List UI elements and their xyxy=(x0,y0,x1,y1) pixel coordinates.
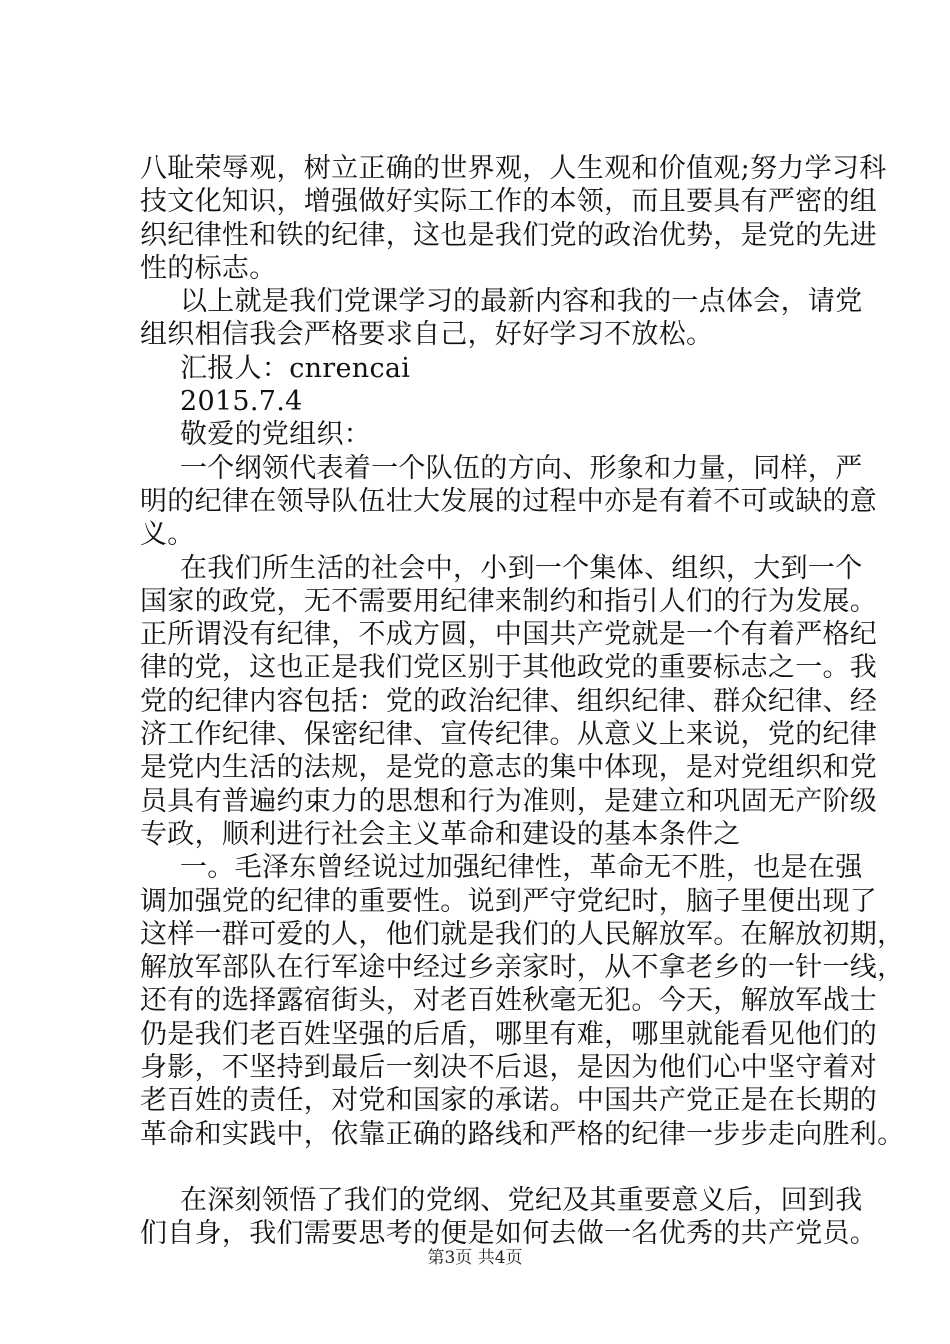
text-line: 敬爱的党组织： xyxy=(180,419,372,451)
text-line: 党的纪律内容包括：党的政治纪律、组织纪律、群众纪律、经 xyxy=(140,685,878,717)
text-line: 正所谓没有纪律，不成方圆，中国共产党就是一个有着严格纪 xyxy=(140,619,878,651)
text-line: 明的纪律在领导队伍壮大发展的过程中亦是有着不可或缺的意 xyxy=(140,485,878,517)
text-line: 组织相信我会严格要求自己，好好学习不放松。 xyxy=(140,319,714,351)
text-line: 老百姓的责任，对党和国家的承诺。中国共产党正是在长期的 xyxy=(140,1085,878,1117)
text-line: 解放军部队在行军途中经过乡亲家时，从不拿老乡的一针一线， xyxy=(140,952,905,984)
text-line: 一个纲领代表着一个队伍的方向、形象和力量，同样，严 xyxy=(180,452,863,484)
text-line: 以上就是我们党课学习的最新内容和我的一点体会，请党 xyxy=(180,286,863,318)
text-line: 还有的选择露宿街头，对老百姓秋毫无犯。今天，解放军战士 xyxy=(140,985,878,1017)
text-line: 性的标志。 xyxy=(140,252,277,284)
paragraph-gap xyxy=(140,1151,840,1184)
text-line: 织纪律性和铁的纪律，这也是我们党的政治优势，是党的先进 xyxy=(140,219,878,251)
text-line: 在我们所生活的社会中，小到一个集体、组织，大到一个 xyxy=(180,552,863,584)
text-line: 专政，顺利进行社会主义革命和建设的基本条件之 xyxy=(140,818,741,850)
text-line: 仍是我们老百姓坚强的后盾，哪里有难，哪里就能看见他们的 xyxy=(140,1018,878,1050)
text-line: 律的党，这也正是我们党区别于其他政党的重要标志之一。我 xyxy=(140,652,878,684)
text-line: 国家的政党，无不需要用纪律来制约和指引人们的行为发展。 xyxy=(140,585,878,617)
text-line: 济工作纪律、保密纪律、宣传纪律。从意义上来说，党的纪律 xyxy=(140,719,878,751)
text-line: 身影，不坚持到最后一刻决不后退，是因为他们心中坚守着对 xyxy=(140,1052,878,1084)
text-line: 八耻荣辱观，树立正确的世界观，人生观和价值观;努力学习科 xyxy=(140,153,887,184)
text-line: 一。毛泽东曾经说过加强纪律性，革命无不胜，也是在强 xyxy=(180,852,863,884)
text-line: 们自身，我们需要思考的便是如何去做一名优秀的共产党员。 xyxy=(140,1218,878,1250)
document-body xyxy=(140,152,905,1251)
text-line: 汇报人：cnrencai xyxy=(180,352,411,384)
text-line: 这样一群可爱的人，他们就是我们的人民解放军。在解放初期， xyxy=(140,918,905,950)
text-line: 员具有普遍约束力的思想和行为准则，是建立和巩固无产阶级 xyxy=(140,785,878,817)
text-line: 技文化知识，增强做好实际工作的本领，而且要具有严密的组 xyxy=(140,186,878,218)
text-line: 革命和实践中，依靠正确的路线和严格的纪律一步步走向胜利。 xyxy=(140,1118,905,1150)
text-line: 是党内生活的法规，是党的意志的集中体现，是对党组织和党 xyxy=(140,752,878,784)
text-line: 在深刻领悟了我们的党纲、党纪及其重要意义后，回到我 xyxy=(180,1184,863,1216)
text-line: 2015.7.4 xyxy=(180,386,303,418)
page-footer: 第3页 共4页 xyxy=(427,1248,523,1268)
text-line: 调加强党的纪律的重要性。说到严守党纪时，脑子里便出现了 xyxy=(140,885,878,917)
text-line: 义。 xyxy=(140,519,195,551)
